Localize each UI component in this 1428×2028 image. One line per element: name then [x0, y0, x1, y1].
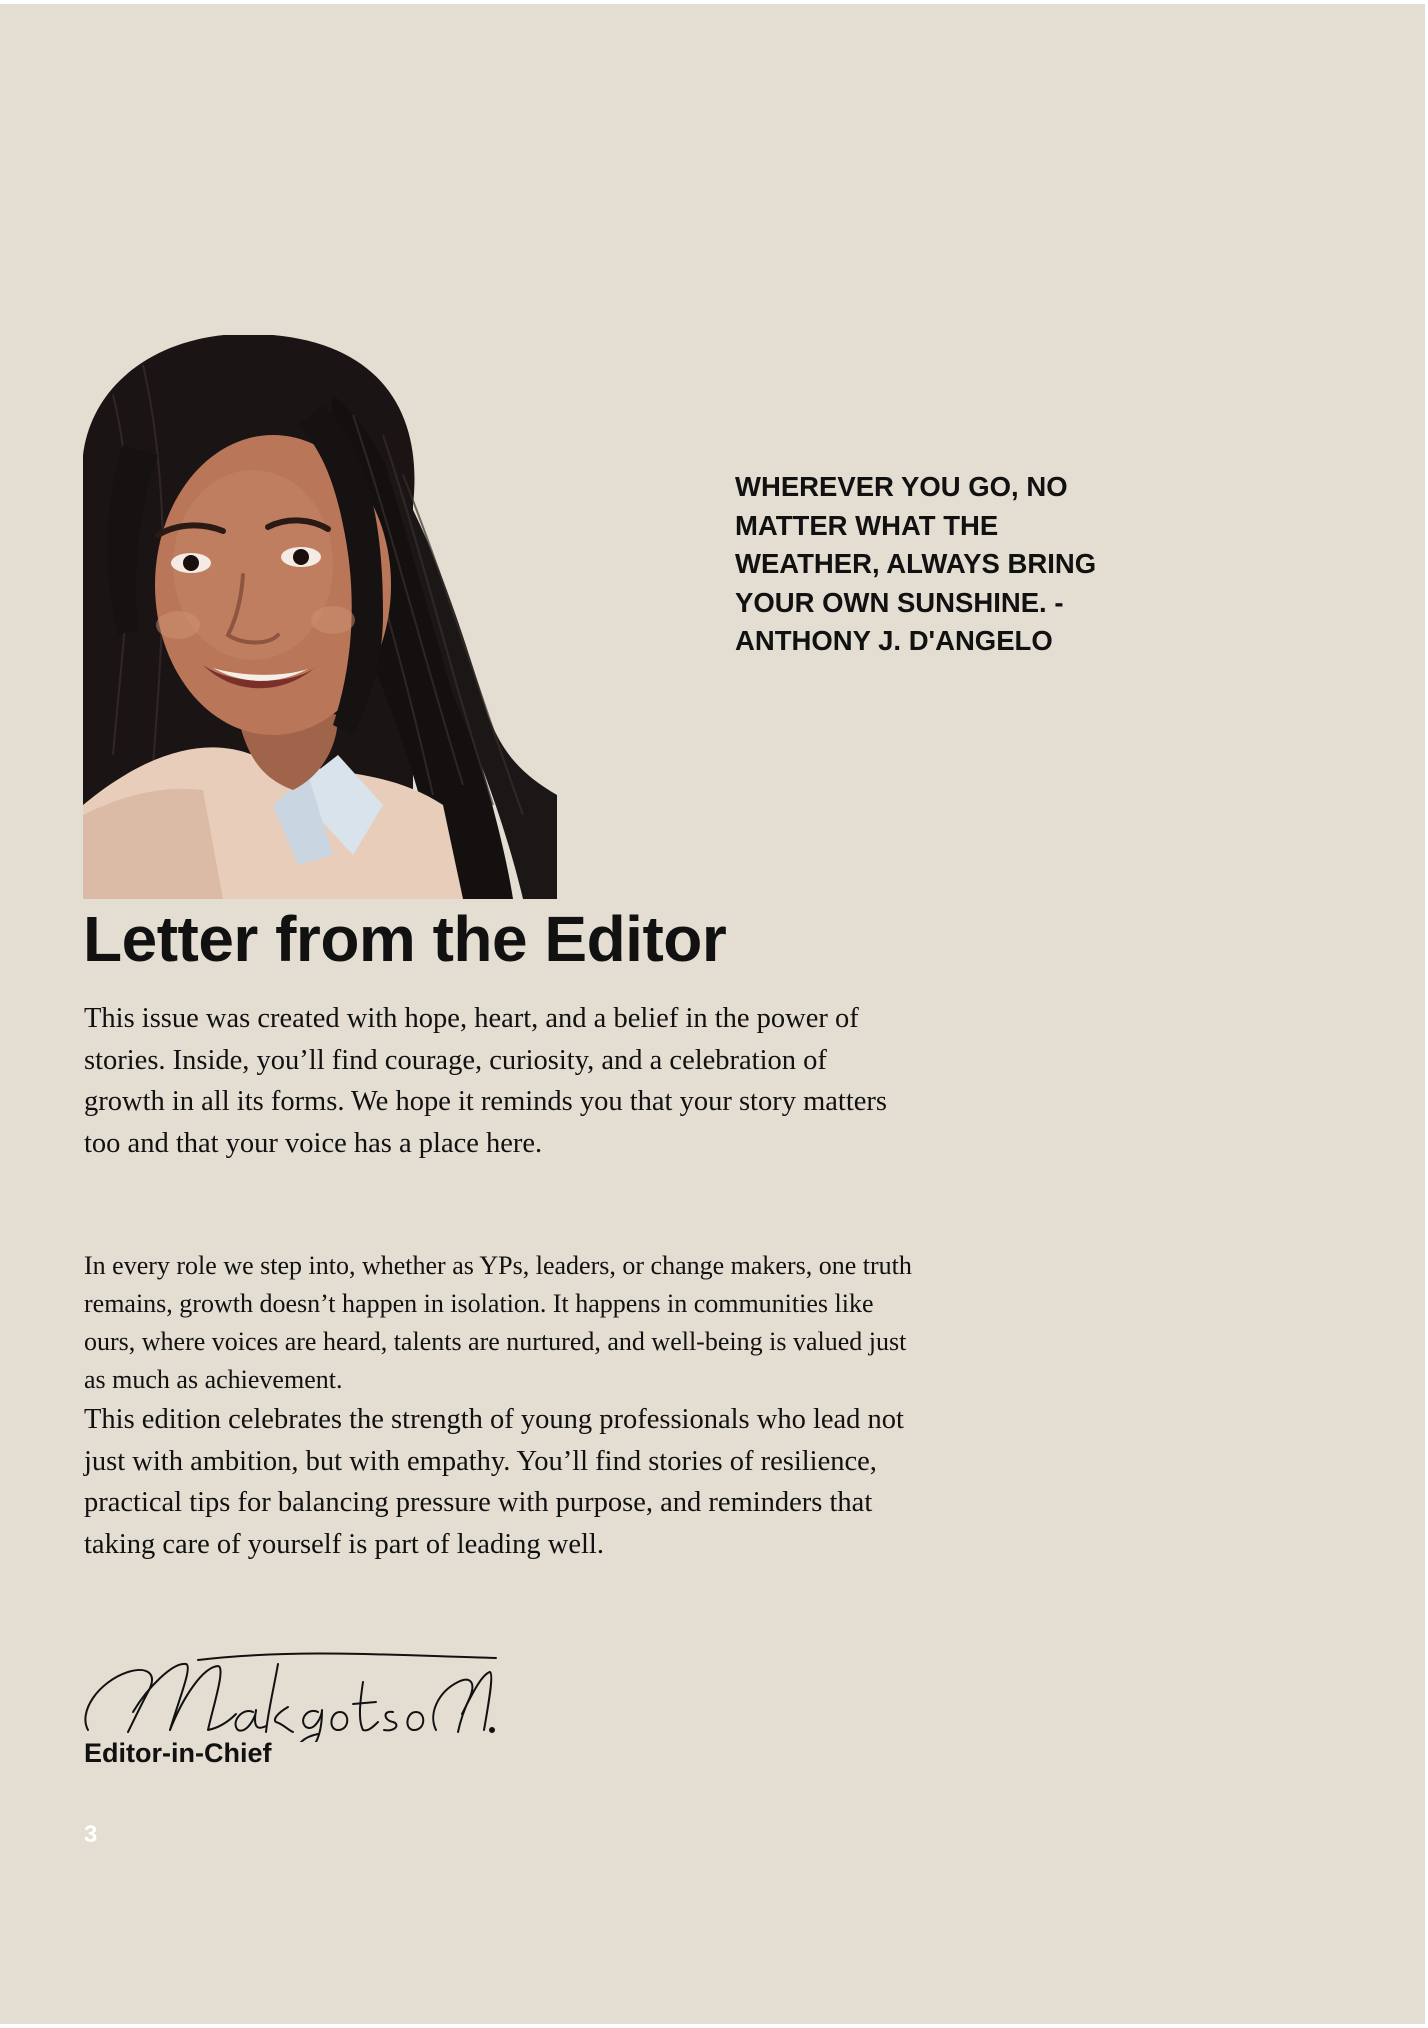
page-number: 3 [84, 1821, 98, 1848]
page-title: Letter from the Editor [83, 903, 727, 975]
quote-line: WEATHER, ALWAYS BRING [735, 548, 1097, 579]
editor-portrait-photo [83, 335, 557, 899]
letter-paragraph-2: In every role we step into, whether as YPs, leaders, or change makers, one truth remains, growth doesn’t happen in isolation. It happens in communities like ours, where voices are heard, talents are nurtured, and well-being is valued just as much as achievement. [84, 1251, 912, 1394]
editor-signature [78, 1652, 498, 1742]
page-bottom-edge [0, 2024, 1428, 2028]
pull-quote [735, 468, 1135, 661]
letter-paragraph-3: This edition celebrates the strength of young professionals who lead not just with ambition, but with empathy. You’ll find stories of resilience, practical tips for balancing pressure with purpose, and reminders that taking care of yourself is part of leading well. [84, 1404, 904, 1560]
signature-role: Editor-in-Chief [84, 1738, 272, 1768]
quote-line: MATTER WHAT THE [735, 509, 999, 541]
quote-line: WHEREVER YOU GO, NO [735, 471, 1068, 502]
page-top-edge [0, 0, 1428, 4]
quote-line: YOUR OWN SUNSHINE. - [735, 586, 1064, 618]
letter-paragraph-1: This issue was created with hope, heart, and a belief in the power of stories. Inside, you’ll find courage, curiosity, and a celebration of growth in all its forms. We hope it reminds you that your story matters too and that your voice has a place here. [84, 1003, 887, 1159]
quote-line: ANTHONY J. D'ANGELO [735, 625, 1053, 656]
